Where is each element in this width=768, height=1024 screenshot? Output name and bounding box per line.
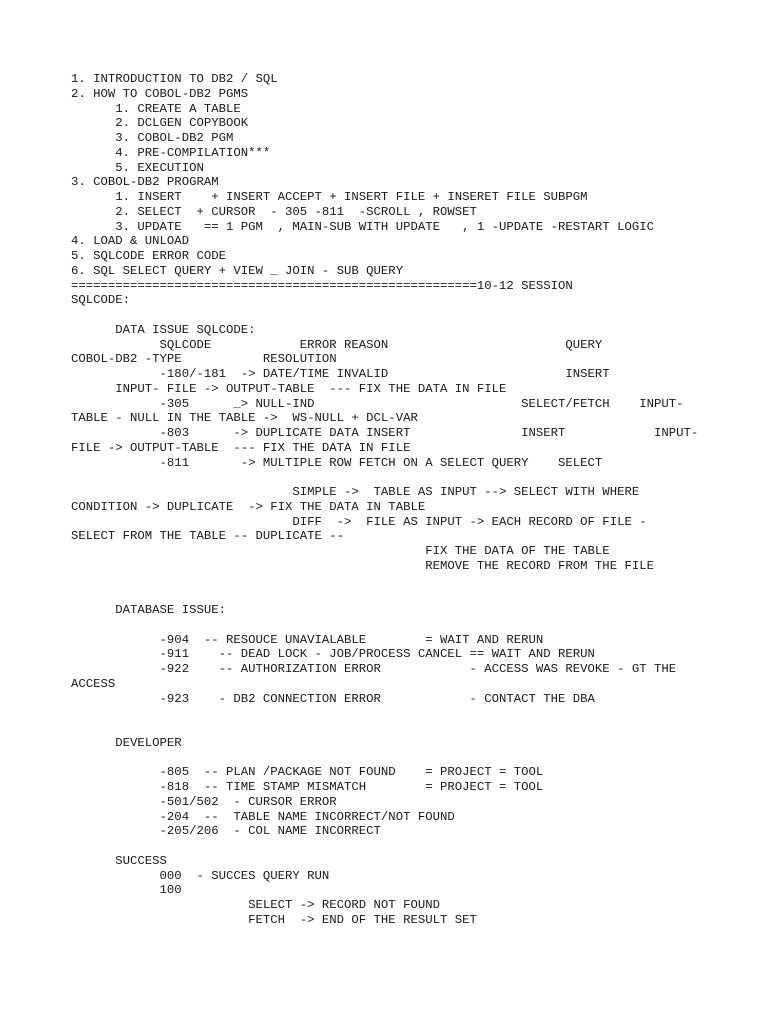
sqlcode-entry-line: FILE -> OUTPUT-TABLE --- FIX THE DATA IN FILE — [71, 440, 411, 455]
sqlcode-entry-line: -923 - DB2 CONNECTION ERROR - CONTACT THE DBA — [71, 691, 595, 706]
sqlcode-entry-line: FETCH -> END OF THE RESULT SET — [71, 912, 477, 927]
blank-line — [71, 706, 761, 721]
sqlcode-entry-line: 000 - SUCCES QUERY RUN — [71, 868, 330, 883]
subtopic-line: 1. INSERT + INSERT ACCEPT + INSERT FILE + INSERET FILE SUBPGM — [71, 190, 588, 204]
sqlcode-entry-line: SELECT -> RECORD NOT FOUND — [71, 898, 440, 912]
table-header-line: COBOL-DB2 -TYPE RESOLUTION — [71, 352, 337, 367]
blank-line — [71, 839, 761, 854]
blank-line — [71, 751, 761, 766]
sqlcode-entry-line: ACCESS — [71, 676, 116, 691]
blank-line — [71, 470, 761, 485]
note-line: SIMPLE -> TABLE AS INPUT --> SELECT WITH WHERE — [71, 485, 640, 499]
topic-line: 3. COBOL-DB2 PROGRAM — [71, 175, 219, 190]
subtopic-line: 4. PRE-COMPILATION*** — [71, 145, 271, 160]
table-header-line: SQLCODE ERROR REASON QUERY — [71, 337, 603, 352]
note-line: CONDITION -> DUPLICATE -> FIX THE DATA IN TABLE — [71, 499, 426, 514]
blank-line — [71, 618, 761, 633]
sqlcode-entry-line: -818 -- TIME STAMP MISMATCH = PROJECT = TOOL — [71, 780, 544, 794]
sqlcode-entry-line: -803 -> DUPLICATE DATA INSERT INSERT INPUT- — [71, 426, 699, 440]
topic-line: 5. SQLCODE ERROR CODE — [71, 249, 226, 263]
sqlcode-entry-line: -922 -- AUTHORIZATION ERROR - ACCESS WAS REVOKE - GT THE — [71, 662, 677, 676]
topic-line: 2. HOW TO COBOL-DB2 PGMS — [71, 86, 249, 101]
sqlcode-entry-line: -904 -- RESOUCE UNAVIALABLE = WAIT AND RERUN — [71, 632, 544, 647]
blank-line — [71, 588, 761, 603]
note-line: FIX THE DATA OF THE TABLE — [71, 544, 610, 558]
document-body — [71, 72, 761, 928]
sqlcode-entry-line: -805 -- PLAN /PACKAGE NOT FOUND = PROJECT = TOOL — [71, 765, 544, 780]
topic-line: 1. INTRODUCTION TO DB2 / SQL — [71, 72, 278, 86]
sqlcode-entry-line: TABLE - NULL IN THE TABLE -> WS-NULL + DCL-VAR — [71, 411, 418, 426]
subtopic-line: 2. DCLGEN COPYBOOK — [71, 116, 249, 131]
subtopic-line: 2. SELECT + CURSOR - 305 -811 -SCROLL , ROWSET — [71, 204, 477, 219]
note-line: REMOVE THE RECORD FROM THE FILE — [71, 558, 654, 573]
blank-line — [71, 574, 761, 589]
note-line: DIFF -> FILE AS INPUT -> EACH RECORD OF FILE - — [71, 514, 647, 529]
sqlcode-entry-line: 100 — [71, 883, 182, 898]
note-line: SELECT FROM THE TABLE -- DUPLICATE -- — [71, 529, 345, 544]
topic-line: 6. SQL SELECT QUERY + VIEW _ JOIN - SUB QUERY — [71, 263, 404, 278]
sqlcode-entry-line: -911 -- DEAD LOCK - JOB/PROCESS CANCEL == WAIT AND RERUN — [71, 647, 595, 662]
sqlcode-entry-line: -811 -> MULTIPLE ROW FETCH ON A SELECT QUERY SELECT — [71, 455, 603, 470]
section-heading: DEVELOPER — [71, 735, 182, 750]
topic-line: 4. LOAD & UNLOAD — [71, 234, 190, 249]
section-heading: DATA ISSUE SQLCODE: — [71, 322, 256, 337]
subtopic-line: 1. CREATE A TABLE — [71, 101, 241, 116]
sqlcode-entry-line: -501/502 - CURSOR ERROR — [71, 794, 337, 809]
subtopic-line: 5. EXECUTION — [71, 160, 204, 175]
blank-line — [71, 308, 761, 323]
sqlcode-entry-line: -205/206 - COL NAME INCORRECT — [71, 824, 381, 839]
sqlcode-entry-line: -305 _> NULL-IND SELECT/FETCH INPUT- — [71, 396, 684, 411]
section-heading: DATABASE ISSUE: — [71, 603, 226, 617]
section-heading: SUCCESS — [71, 853, 167, 868]
blank-line — [71, 721, 761, 736]
subtopic-line: 3. UPDATE == 1 PGM , MAIN-SUB WITH UPDATE , 1 -UPDATE -RESTART LOGIC — [71, 219, 654, 234]
sqlcode-entry-line: -180/-181 -> DATE/TIME INVALID INSERT — [71, 367, 610, 381]
sqlcode-entry-line: INPUT- FILE -> OUTPUT-TABLE --- FIX THE DATA IN FILE — [71, 381, 507, 396]
sqlcode-entry-line: -204 -- TABLE NAME INCORRECT/NOT FOUND — [71, 809, 455, 824]
section-heading: SQLCODE: — [71, 293, 131, 308]
subtopic-line: 3. COBOL-DB2 PGM — [71, 131, 234, 145]
session-divider: =======================================================10-12 SESSION — [71, 278, 573, 293]
